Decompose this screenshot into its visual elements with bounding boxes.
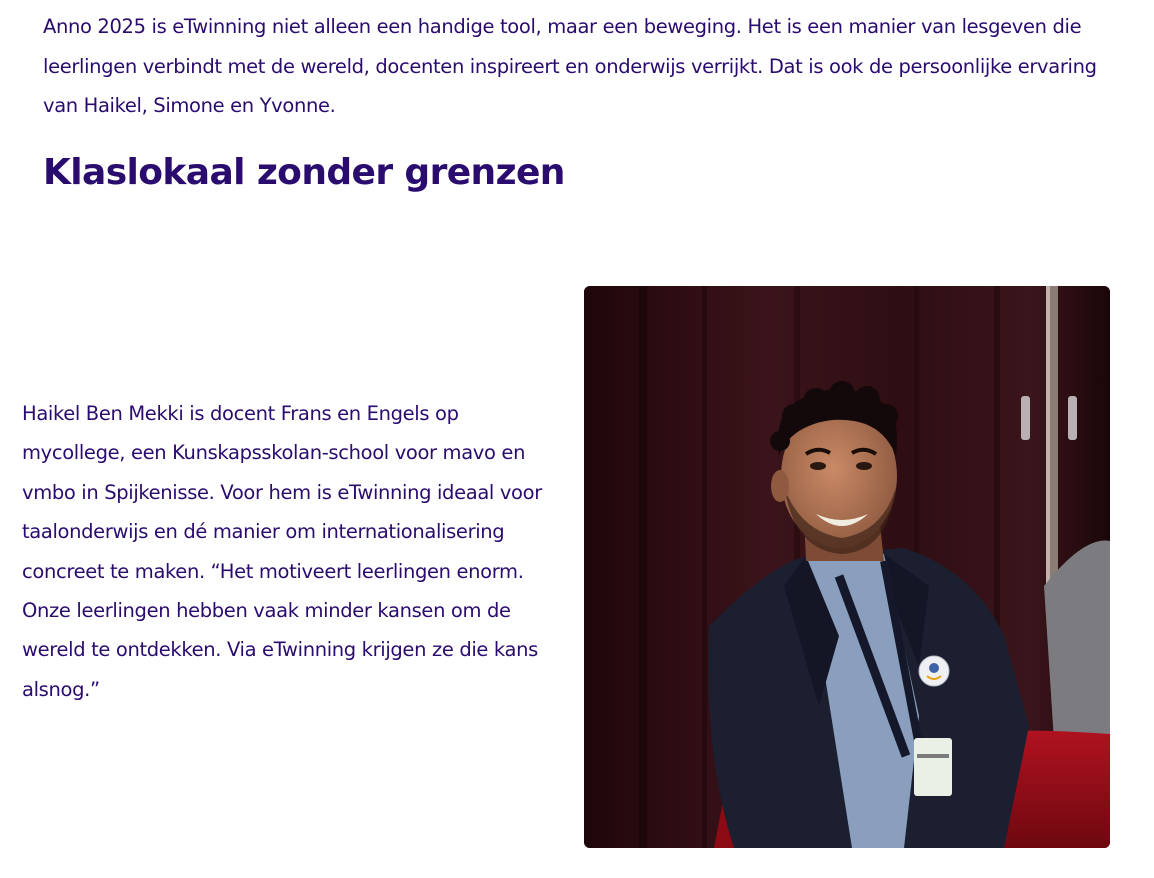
handle-right bbox=[1068, 396, 1077, 440]
handle-left bbox=[1021, 396, 1030, 440]
portrait-photo bbox=[584, 286, 1110, 848]
body-paragraph: Haikel Ben Mekki is docent Frans en Engels op mycollege, een Kunskapsskolan-school voor mavo en vmbo in Spijkenisse. Voor hem is eTwinning ideaal voor taalonderwijs en dé manier om internationalisering concreet te maken. “Het motiveert leerlingen enorm. Onze leerlingen hebben vaak minder kansen om de wereld te ontdekken. Via eTwinning krijgen ze die kans alsnog.” bbox=[22, 402, 542, 701]
photo-illustration bbox=[584, 286, 1110, 848]
name-badge bbox=[914, 738, 952, 796]
section-heading: Klaslokaal zonder grenzen bbox=[43, 152, 565, 193]
intro-paragraph: Anno 2025 is eTwinning niet alleen een handige tool, maar een beweging. Het is een manier van lesgeven die leerlingen verbindt met de wereld, docenten inspireert en onderwijs verrijkt. Dat is ook de persoonlijke ervaring van Haikel, Simone en Yvonne. bbox=[43, 15, 1097, 117]
